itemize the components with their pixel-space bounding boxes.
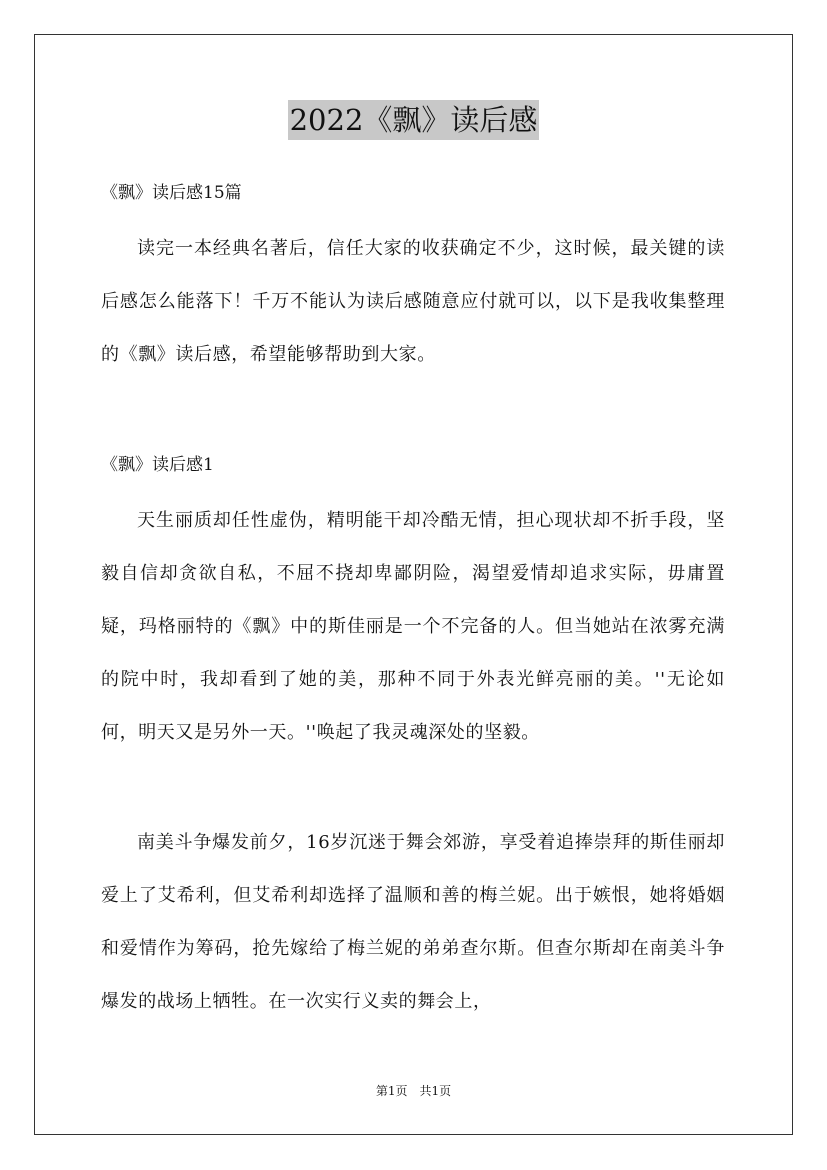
document-subtitle: 《飘》读后感15篇 [101,183,242,203]
body-paragraph-1: 天生丽质却任性虚伪，精明能干却冷酷无情，担心现状却不折手段，坚毅自信却贪欲自私，不屈不挠却卑鄙阴险，渴望爱情却追求实际，毋庸置疑，玛格丽特的《飘》中的斯佳丽是一个不完备的人。但当她站在浓雾充满的院中时，我却看到了她的美，那种不同于外表光鲜亮丽的美。''无论如何，明天又是另外一天。''唤起了我灵魂深处的坚毅。 [101,510,725,743]
intro-paragraph: 读完一本经典名著后，信任大家的收获确定不少，这时候，最关键的读后感怎么能落下！千万不能认为读后感随意应付就可以，以下是我收集整理的《飘》读后感，希望能够帮助到大家。 [101,238,725,365]
body-paragraph-2: 南美斗争爆发前夕，16岁沉迷于舞会郊游，享受着追捧崇拜的斯佳丽却爱上了艾希利，但艾希利却选择了温顺和善的梅兰妮。出于嫉恨，她将婚姻和爱情作为筹码，抢先嫁给了梅兰妮的弟弟查尔斯。但查尔斯却在南美斗争爆发的战场上牺牲。在一次实行义卖的舞会上， [101,832,725,1012]
page-footer: 第1页 共1页 [375,1084,452,1098]
document-title: 2022《飘》读后感 [288,100,540,140]
section-heading: 《飘》读后感1 [101,455,214,475]
title-container [0,100,827,140]
